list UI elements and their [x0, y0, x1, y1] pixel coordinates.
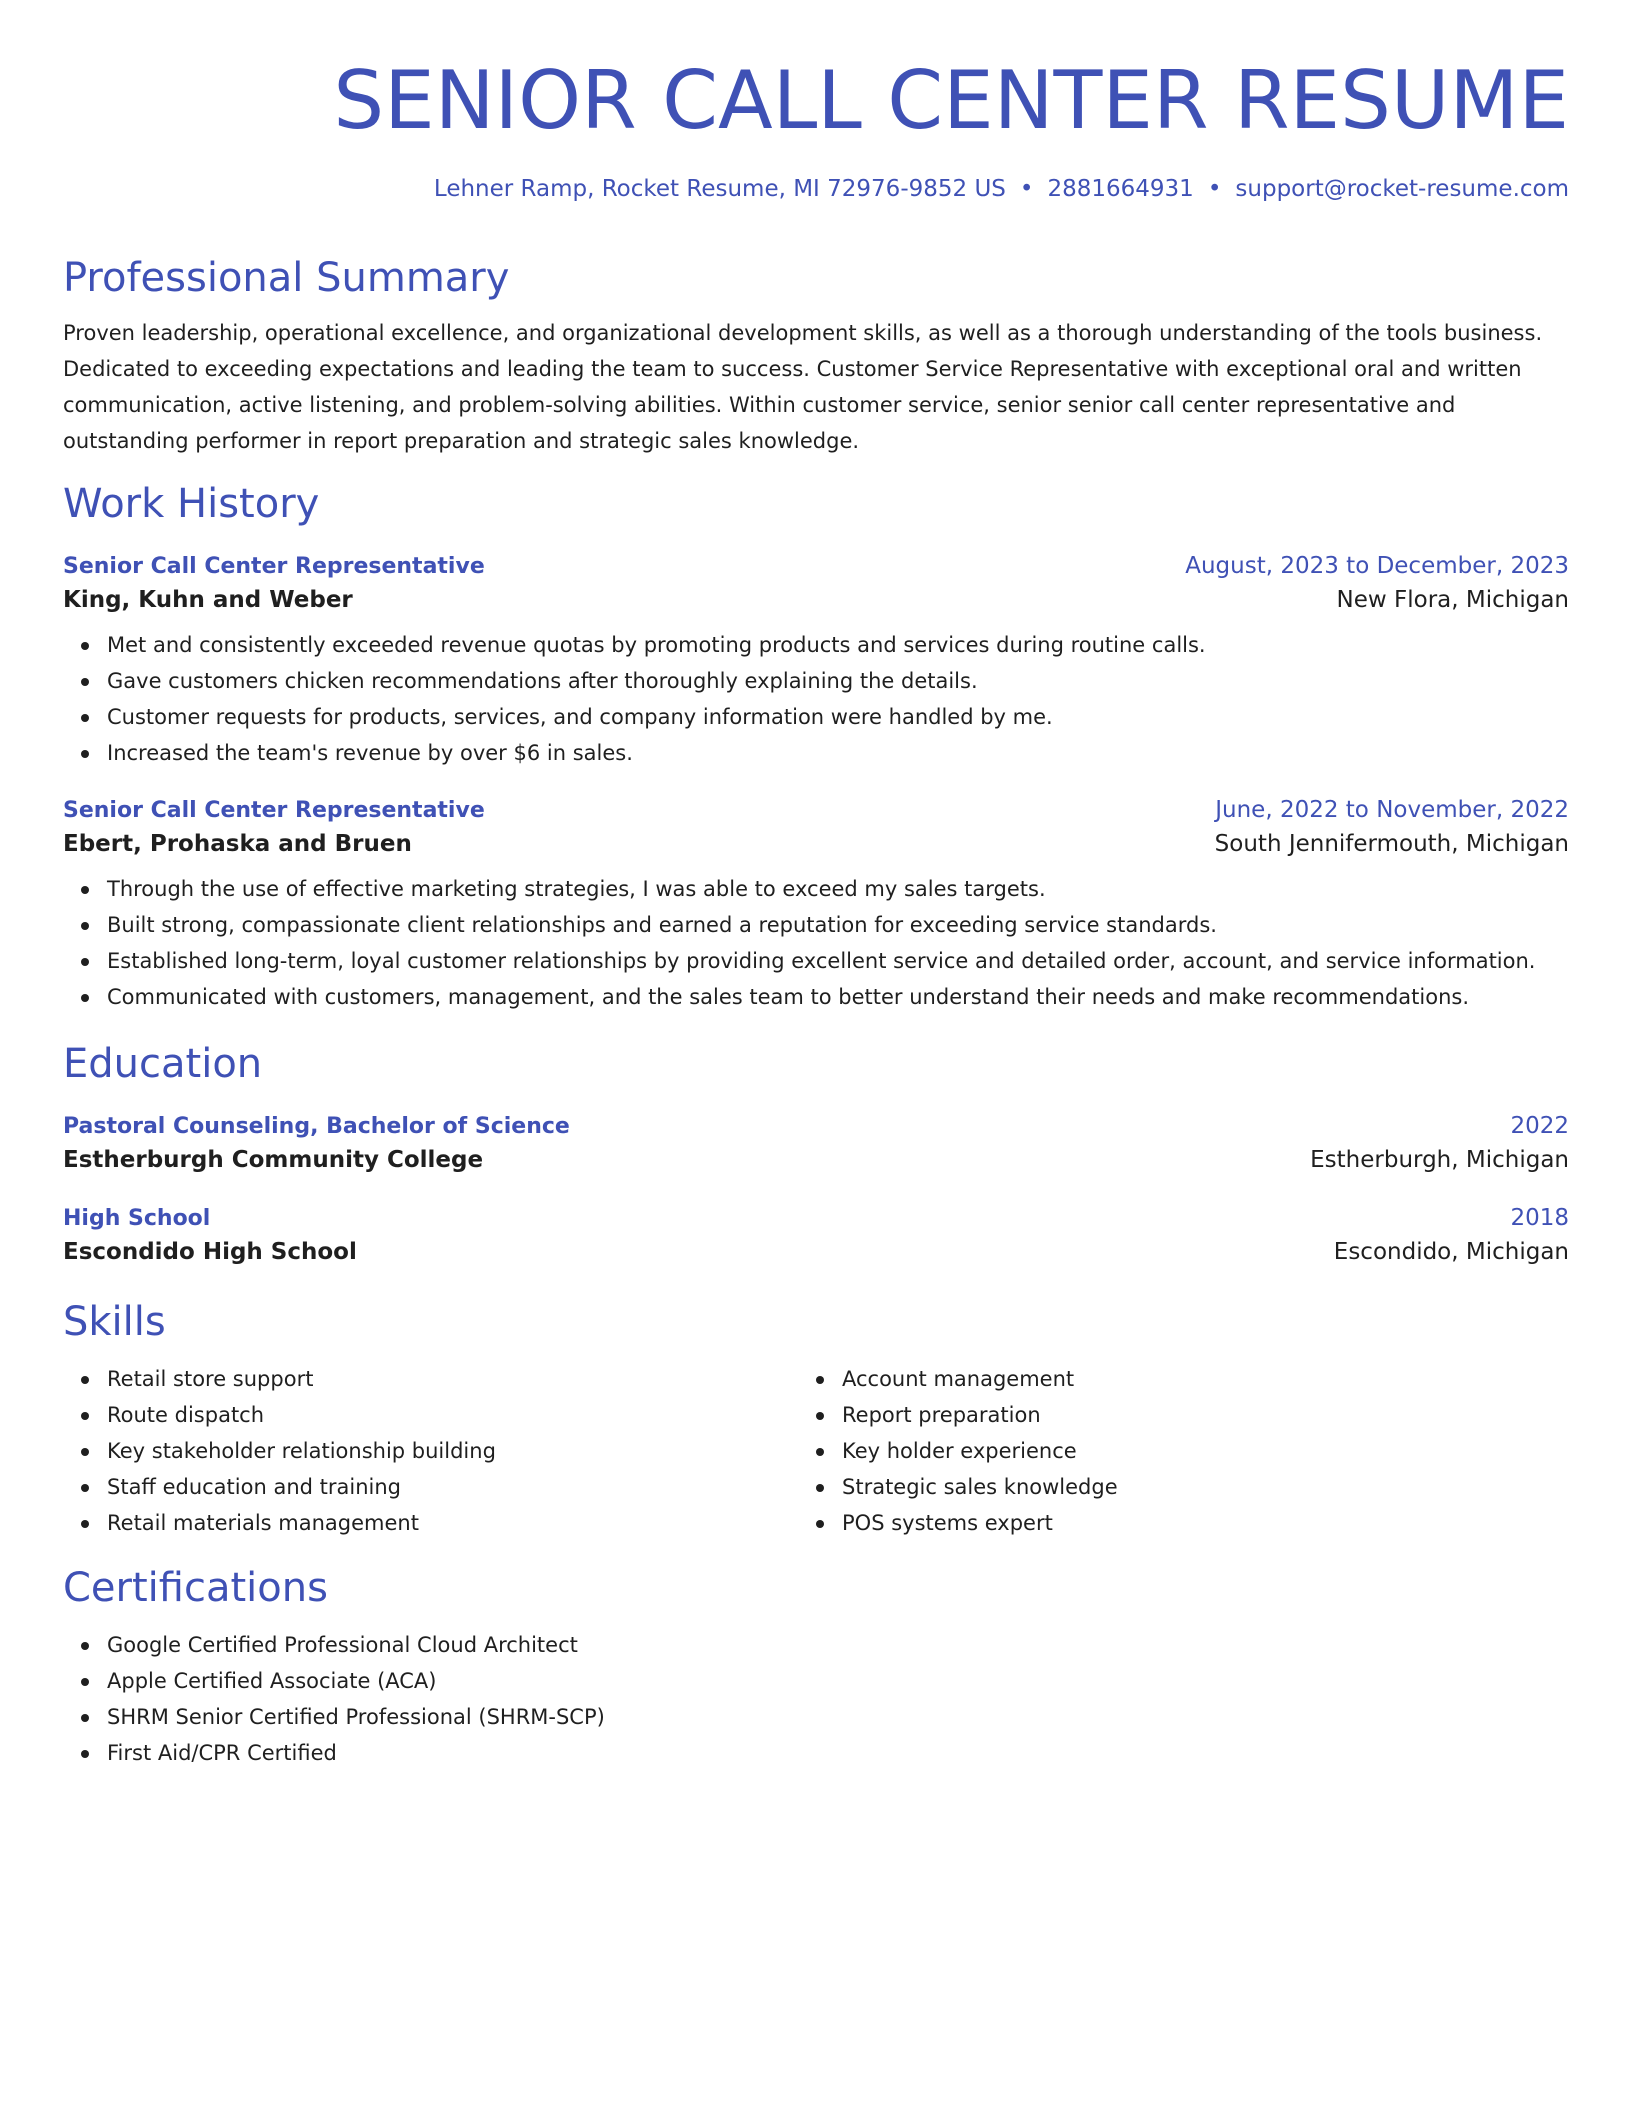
education-degree-row	[63, 1113, 1569, 1139]
education-section	[63, 1037, 1569, 1265]
list-item: Communicated with customers, management, and the sales team to better understand their needs and make recommendations.	[63, 979, 1569, 1015]
job-title-row	[63, 797, 1569, 823]
job-title: Senior Call Center Representative	[63, 554, 485, 579]
job-company-row	[63, 587, 1569, 613]
education-location: Estherburgh, Michigan	[1310, 1147, 1569, 1173]
education-degree: High School	[63, 1206, 211, 1231]
education-entry	[63, 1113, 1569, 1173]
list-item: Customer requests for products, services, and company information were handled by me.	[63, 699, 1569, 735]
job-location: New Flora, Michigan	[1336, 587, 1569, 613]
list-item: Through the use of effective marketing strategies, I was able to exceed my sales targets.	[63, 871, 1569, 907]
skills-column-left	[63, 1361, 798, 1541]
job-bullets	[63, 627, 1569, 771]
education-degree: Pastoral Counseling, Bachelor of Science	[63, 1114, 570, 1139]
contact-line	[63, 172, 1569, 206]
job-company: Ebert, Prohaska and Bruen	[63, 831, 412, 857]
skills-heading: Skills	[63, 1299, 166, 1345]
list-item: Google Certified Professional Cloud Architect	[63, 1627, 1569, 1663]
list-item: Gave customers chicken recommendations after thoroughly explaining the details.	[63, 663, 1569, 699]
contact-separator: •	[1207, 176, 1222, 202]
list-item: First Aid/CPR Certified	[63, 1735, 1569, 1771]
education-school-row	[63, 1239, 1569, 1265]
certifications-heading: Certifications	[63, 1565, 328, 1611]
job-company-row	[63, 831, 1569, 857]
list-item: Increased the team's revenue by over $6 in sales.	[63, 735, 1569, 771]
education-school-row	[63, 1147, 1569, 1173]
summary-heading: Professional Summary	[63, 255, 510, 301]
job-dates: June, 2022 to November, 2022	[1215, 797, 1569, 823]
education-school: Escondido High School	[63, 1239, 357, 1265]
list-item: Key stakeholder relationship building	[63, 1433, 798, 1469]
work-history-section	[63, 477, 1569, 1015]
education-year: 2018	[1510, 1205, 1569, 1231]
list-item: Key holder experience	[798, 1433, 1533, 1469]
contact-phone: 2881664931	[1047, 176, 1194, 202]
contact-separator: •	[1019, 176, 1034, 202]
list-item: Retail materials management	[63, 1505, 798, 1541]
list-item: Route dispatch	[63, 1397, 798, 1433]
contact-address: Lehner Ramp, Rocket Resume, MI 72976-9852 US	[433, 176, 1006, 202]
education-degree-row	[63, 1205, 1569, 1231]
list-item: Retail store support	[63, 1361, 798, 1397]
skills-section	[63, 1295, 1569, 1541]
summary-section	[63, 251, 1569, 459]
skills-grid	[63, 1361, 1569, 1541]
list-item: Built strong, compassionate client relationships and earned a reputation for exceeding service standards.	[63, 907, 1569, 943]
summary-text: Proven leadership, operational excellence, and organizational development skills, as well as a thorough understanding of the tools business. Dedicated to exceeding expectations and leading the team to success. Customer Service Representative with exceptional oral and written communication, active listening, and problem-solving abilities. Within customer service, senior senior call center representative and outstanding performer in report preparation and strategic sales knowledge.	[63, 321, 1543, 453]
job-dates: August, 2023 to December, 2023	[1185, 553, 1569, 579]
skills-column-right	[798, 1361, 1533, 1541]
job-title-row	[63, 553, 1569, 579]
job-title: Senior Call Center Representative	[63, 798, 485, 823]
job-company: King, Kuhn and Weber	[63, 587, 353, 613]
job-entry	[63, 797, 1569, 1015]
education-heading: Education	[63, 1041, 263, 1087]
certifications-section	[63, 1561, 1569, 1771]
list-item: POS systems expert	[798, 1505, 1533, 1541]
list-item: Staff education and training	[63, 1469, 798, 1505]
resume-header	[63, 0, 1569, 206]
work-history-heading: Work History	[63, 481, 320, 527]
list-item: Apple Certified Associate (ACA)	[63, 1663, 1569, 1699]
list-item: Met and consistently exceeded revenue quotas by promoting products and services during routine calls.	[63, 627, 1569, 663]
certifications-list	[63, 1627, 1569, 1771]
job-location: South Jennifermouth, Michigan	[1214, 831, 1569, 857]
list-item: Strategic sales knowledge	[798, 1469, 1533, 1505]
job-bullets	[63, 871, 1569, 1015]
contact-email: support@rocket-resume.com	[1235, 176, 1569, 202]
education-year: 2022	[1510, 1113, 1569, 1139]
education-entry	[63, 1205, 1569, 1265]
education-school: Estherburgh Community College	[63, 1147, 484, 1173]
job-entry	[63, 553, 1569, 771]
education-location: Escondido, Michigan	[1333, 1239, 1569, 1265]
list-item: SHRM Senior Certified Professional (SHRM-SCP)	[63, 1699, 1569, 1735]
resume-title: SENIOR CALL CENTER RESUME	[333, 54, 1569, 147]
list-item: Report preparation	[798, 1397, 1533, 1433]
list-item: Account management	[798, 1361, 1533, 1397]
list-item: Established long-term, loyal customer relationships by providing excellent service and detailed order, account, and service information.	[63, 943, 1569, 979]
